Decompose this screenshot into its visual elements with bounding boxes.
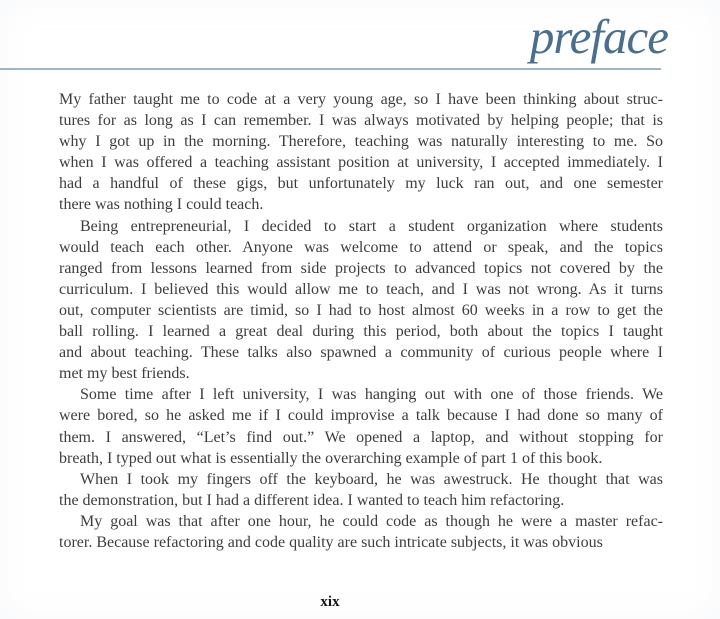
text-line: curriculum. I believed this would allow me to teach, and I was not wrong. As it turns (59, 280, 663, 298)
text-line: My father taught me to code at a very young age, so I have been thinking about struc- (59, 91, 663, 108)
text-line: met my best friends. (59, 365, 190, 383)
text-line: tures for as long as I can remember. I was always motivated by helping people; that is (59, 112, 663, 130)
text-line: were bored, so he asked me if I could improvise a talk because I had done so many of (59, 407, 663, 425)
text-line: ball rolling. I learned a great deal during this period, both about the topics I taught (59, 323, 663, 341)
page-title: preface (529, 9, 668, 64)
paragraph (59, 384, 663, 468)
text-line: would teach each other. Anyone was welcome to attend or speak, and the topics (59, 238, 663, 256)
text-line: the demonstration, but I had a different idea. I wanted to teach him refactoring. (59, 491, 565, 509)
paragraph (59, 469, 663, 511)
text-line: Being entrepreneurial, I decided to start a student organization where students (80, 217, 663, 235)
page-number: xix (320, 594, 340, 610)
text-line: torer. Because refactoring and code quality are such intricate subjects, it was obvious (59, 533, 603, 551)
text-line: had a handful of these gigs, but unfortunately my luck ran out, and one semester (59, 175, 663, 193)
text-line: Some time after I left university, I was hanging out with one of those friends. We (80, 386, 663, 404)
text-line: When I took my fingers off the keyboard, he was awestruck. He thought that was (80, 470, 663, 488)
text-line: when I was offered a teaching assistant position at university, I accepted immediately. I (59, 154, 663, 172)
paragraph (59, 511, 663, 553)
chapter-header (529, 9, 668, 64)
text-line: why I got up in the morning. Therefore, teaching was naturally interesting to me. So (59, 133, 663, 151)
text-line: My goal was that after one hour, he could code as though he were a master refac- (80, 512, 663, 530)
text-line: them. I answered, “Let’s find out.” We opened a laptop, and without stopping for (59, 428, 663, 446)
paragraph (59, 216, 663, 385)
text-line: breath, I typed out what is essentially the overarching example of part 1 of this book. (59, 449, 603, 467)
text-line: and about teaching. These talks also spawned a community of curious people where I (59, 344, 663, 362)
page-footer (0, 593, 660, 611)
text-line: there was nothing I could teach. (59, 196, 264, 214)
header-rule (0, 68, 661, 70)
text-line: out, computer scientists are timid, so I had to host almost 60 weeks in a row to get the (59, 301, 663, 319)
text-line: ranged from lessons learned from side projects to advanced topics not covered by the (59, 259, 663, 277)
paragraph (59, 89, 663, 216)
text-body (59, 89, 663, 553)
